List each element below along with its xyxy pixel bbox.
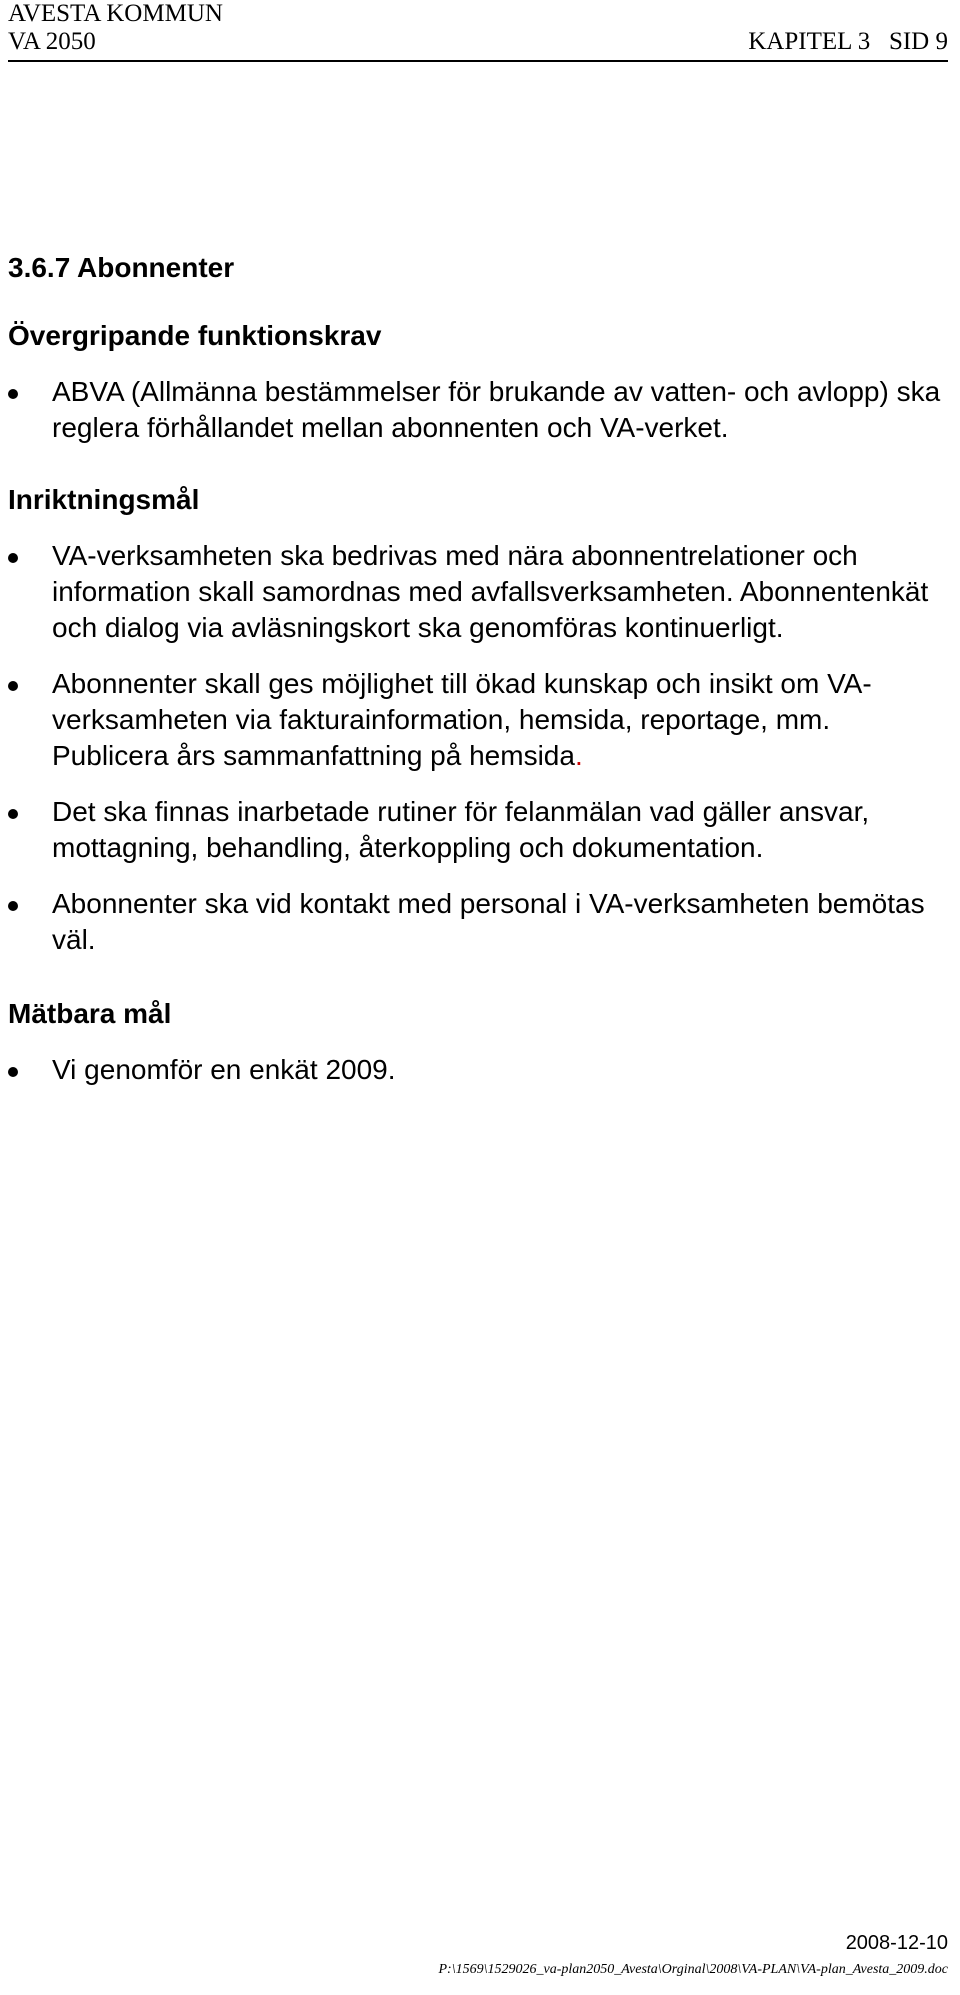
list-item — [8, 1052, 948, 1088]
list-overall-requirements — [8, 374, 948, 446]
bullet-icon — [8, 389, 18, 399]
list-item — [8, 666, 948, 774]
heading-overall-requirements: Övergripande funktionskrav — [8, 320, 382, 351]
footer-date: 2008-12-10 — [845, 1932, 948, 1954]
heading-target-goals: Inriktningsmål — [8, 484, 200, 515]
header-rule — [8, 60, 948, 62]
list-item-text: Abonnenter ska vid kontakt med personal i VA-verksamheten bemötas väl. — [52, 888, 925, 955]
list-item-text: Det ska finnas inarbetade rutiner för felanmälan vad gäller ansvar, mottagning, behandling, återkoppling och dokumentation. — [52, 796, 870, 863]
footer-file-path: P:\1569\1529026_va-plan2050_Avesta\Orginal\2008\VA-PLAN\VA-plan_Avesta_2009.doc — [438, 1962, 948, 1977]
page-footer — [438, 1930, 948, 1980]
document-body — [8, 250, 948, 1088]
list-item — [8, 794, 948, 866]
list-item — [8, 886, 948, 958]
list-item-text: VA-verksamheten ska bedrivas med nära abonnentrelationer och information skall samordnas med avfallsverksamheten. Abonnentenkät och dialog via avläsningskort ska genomföras kontinuerligt. — [52, 540, 929, 643]
list-item — [8, 538, 948, 646]
list-measurable-goals — [8, 1052, 948, 1088]
list-item-text: ABVA (Allmänna bestämmelser för brukande av vatten- och avlopp) ska reglera förhållandet mellan abonnenten och VA-verket. — [52, 376, 941, 443]
list-item-text: Abonnenter skall ges möjlighet till ökad kunskap och insikt om VA-verksamheten via fakturainformation, hemsida, reportage, mm. Publicera års sammanfattning på hemsida — [52, 668, 872, 771]
bullet-icon — [8, 901, 18, 911]
list-target-goals — [8, 538, 948, 958]
section-title: 3.6.7 Abonnenter — [8, 252, 235, 283]
list-item — [8, 374, 948, 446]
list-item-text: Vi genomför en enkät 2009. — [52, 1054, 396, 1085]
bullet-icon — [8, 681, 18, 691]
bullet-icon — [8, 1067, 18, 1077]
heading-measurable-goals: Mätbara mål — [8, 998, 172, 1029]
chapter-page-number: KAPITEL 3 SID 9 — [748, 28, 948, 55]
organization-name: AVESTA KOMMUN — [8, 0, 223, 27]
bullet-icon — [8, 809, 18, 819]
bullet-icon — [8, 553, 18, 563]
red-period: . — [574, 740, 583, 771]
plan-name: VA 2050 — [8, 28, 96, 55]
